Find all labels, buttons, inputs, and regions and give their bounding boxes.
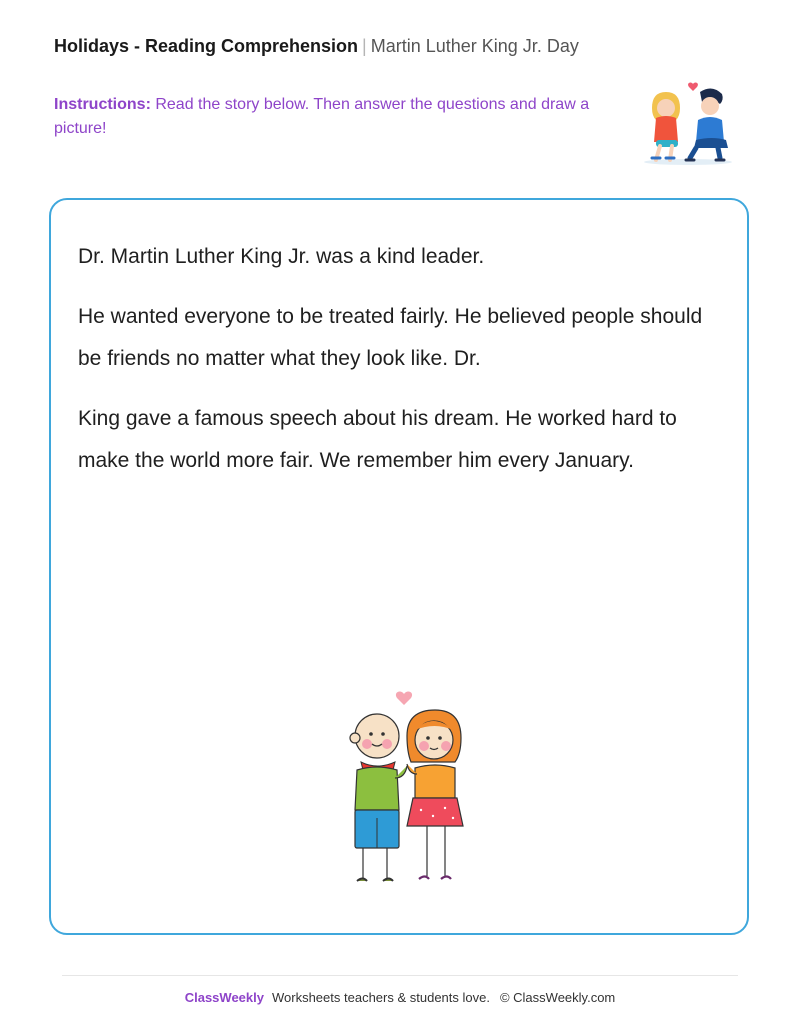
instructions-label: Instructions: (54, 96, 151, 113)
footer-copyright: © ClassWeekly.com (499, 990, 616, 1005)
worksheet-header (54, 36, 579, 57)
story-paragraph: King gave a famous speech about his dream. He worked hard to make the world more fair. We remember him every January. (78, 407, 677, 472)
story-box (49, 198, 749, 935)
footer (0, 990, 800, 1005)
story-text (78, 236, 728, 482)
story-paragraph: Dr. Martin Luther King Jr. was a kind leader. (78, 245, 485, 268)
title-separator: | (362, 36, 367, 56)
footer-tagline: Worksheets teachers & students love. (271, 990, 490, 1005)
kids-heart-hands-icon (329, 678, 479, 893)
footer-divider (62, 975, 738, 976)
worksheet-topic: Martin Luther King Jr. Day (370, 36, 579, 56)
story-paragraph: He wanted everyone to be treated fairly. He believed people should be friends no matter what they look like. Dr. (78, 305, 703, 370)
instructions (54, 93, 614, 141)
worksheet-title: Holidays - Reading Comprehension (54, 36, 359, 56)
instructions-text: Read the story below. Then answer the questions and draw a picture! (54, 96, 590, 137)
footer-brand: ClassWeekly (184, 990, 264, 1005)
friends-sitting-icon (638, 78, 738, 168)
